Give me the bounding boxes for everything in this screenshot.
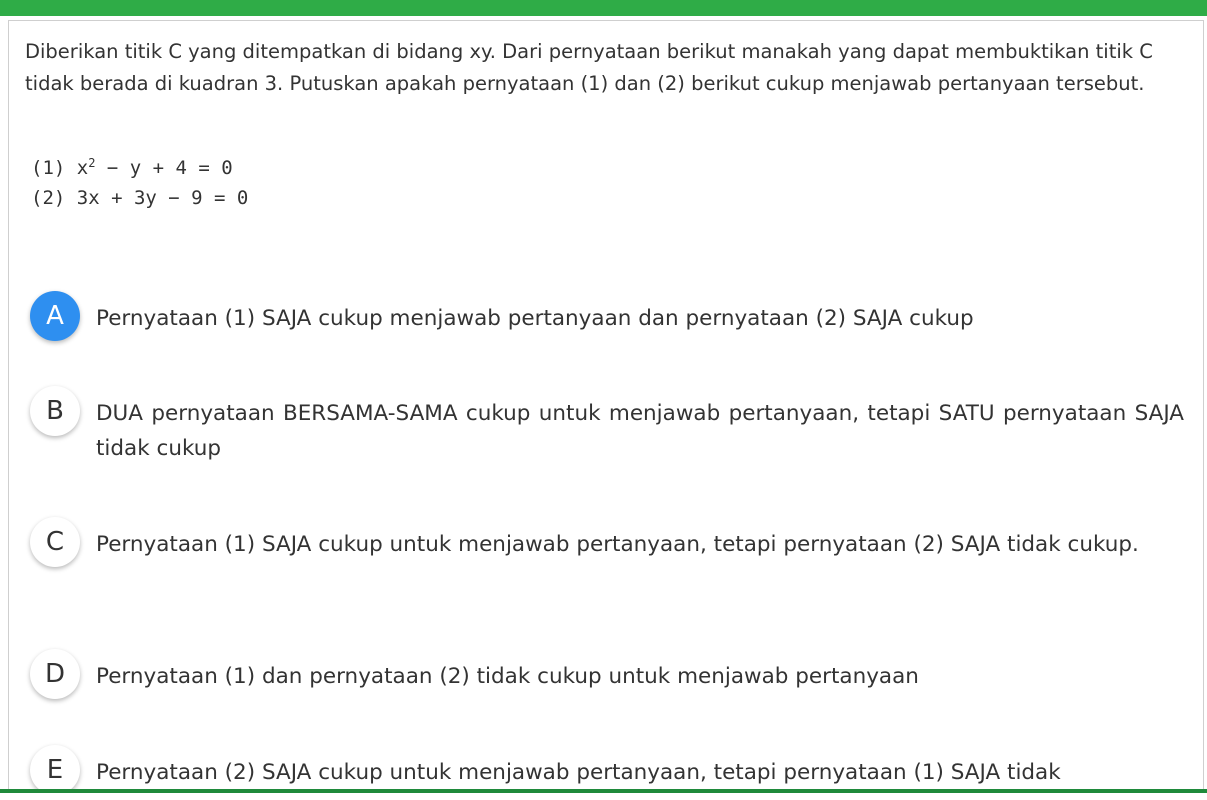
option-a-text: Pernyataan (1) SAJA cukup menjawab pertanyaan dan pernyataan (2) SAJA cukup [96, 306, 974, 331]
option-d-badge[interactable]: D [30, 649, 80, 699]
footer-bar [0, 789, 1207, 800]
option-e-text: Pernyataan (2) SAJA cukup untuk menjawab pertanyaan, tetapi pernyataan (1) SAJA tidak [96, 760, 1061, 785]
option-c-badge[interactable]: C [30, 517, 80, 567]
statement-2 [31, 186, 248, 210]
option-b-badge[interactable]: B [30, 386, 80, 436]
option-b-text: DUA pernyataan BERSAMA-SAMA cukup untuk menjawab pertanyaan, tetapi SATU pernyataan SAJA tidak cukup [96, 401, 1184, 461]
option-d-text: Pernyataan (1) dan pernyataan (2) tidak cukup untuk menjawab pertanyaan [96, 664, 919, 689]
header-bar [0, 0, 1207, 16]
statement-2-expr: 3x + 3y − 9 = 0 [76, 187, 249, 209]
statement-1-expr-base: x [76, 157, 89, 179]
footer-line [0, 789, 1207, 793]
statement-1-label: (1) [31, 157, 66, 179]
statement-1-expr-rest: − y + 4 = 0 [95, 157, 233, 179]
statement-1 [31, 156, 233, 180]
option-a-badge[interactable]: A [30, 291, 80, 341]
option-e-badge[interactable]: E [30, 745, 80, 795]
question-text: Diberikan titik C yang ditempatkan di bidang xy. Dari pernyataan berikut manakah yang dapat membuktikan titik C tidak berada di kuadran 3. Putuskan apakah pernyataan (1) dan (2) berikut cukup menjawab pertanyaan tersebut. [25, 40, 1153, 95]
option-c-text: Pernyataan (1) SAJA cukup untuk menjawab pertanyaan, tetapi pernyataan (2) SAJA tidak cukup. [96, 532, 1139, 557]
statement-2-label: (2) [31, 187, 66, 209]
statement-1-exponent: 2 [88, 156, 96, 170]
